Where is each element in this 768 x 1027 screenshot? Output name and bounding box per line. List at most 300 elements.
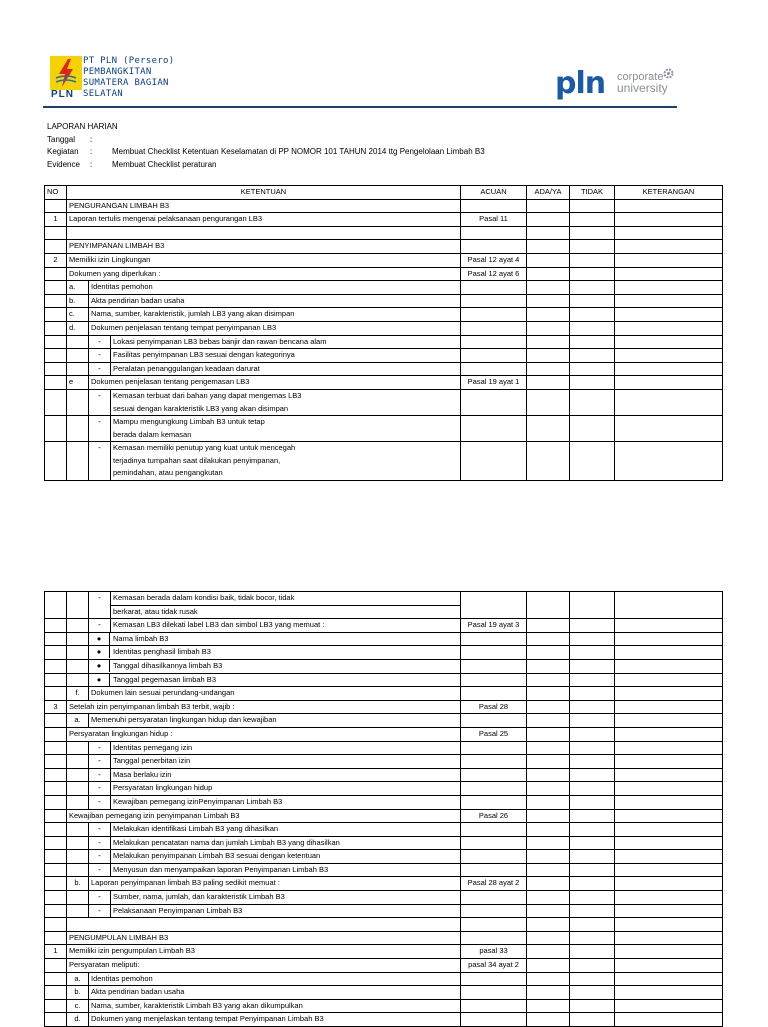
cell-acuan: Pasal 11 (461, 213, 527, 227)
cell-sub (67, 768, 89, 782)
corporate-university-logo (555, 66, 668, 101)
cell-tidak (570, 714, 615, 728)
table-row (45, 213, 723, 227)
cell-ketentuan: berkarat, atau tidak rusak (111, 605, 461, 619)
cell-acuan (461, 999, 527, 1013)
cell-acuan (461, 687, 527, 701)
cell-sub (67, 850, 89, 864)
cell-ketentuan: Akta pendirian badan usaha (89, 986, 461, 1000)
cell-bullet: - (89, 904, 111, 918)
cell-tidak (570, 823, 615, 837)
cell-ketentuan: Identitas pemohon (89, 281, 461, 295)
cell-ada (527, 632, 570, 646)
cell-acuan (461, 349, 527, 363)
cell-ketentuan: Laporan penyimpanan limbah B3 paling sedikit memuat : (89, 877, 461, 891)
cell-ada (527, 646, 570, 660)
cell-ada (527, 891, 570, 905)
lightning-logo-icon (50, 56, 82, 90)
cell-no (45, 376, 67, 390)
cell-bullet: - (89, 389, 111, 415)
cell-ketentuan: Dokumen penjelasan tentang pengemasan LB3 (89, 376, 461, 390)
bullet-dot-icon: ● (89, 646, 110, 658)
cell-sub (67, 619, 89, 633)
cell-ada (527, 714, 570, 728)
cell-ketentuan: Identitas pemohon (89, 972, 461, 986)
cell-no (45, 836, 67, 850)
cell-no (45, 741, 67, 755)
cell-tidak (570, 294, 615, 308)
cell-acuan: Pasal 28 (461, 700, 527, 714)
cell-keterangan (615, 673, 723, 687)
cell-keterangan (615, 918, 723, 932)
cell-ada (527, 592, 570, 619)
cell-ketentuan: Melakukan penyimpanan Limbah B3 sesuai dengan ketentuan (111, 850, 461, 864)
table-row (45, 755, 723, 769)
table-row (45, 836, 723, 850)
table-row (45, 659, 723, 673)
cell-acuan (461, 199, 527, 213)
cell-no (45, 294, 67, 308)
cell-ketentuan: Dokumen penjelasan tentang tempat penyimpanan LB3 (89, 321, 461, 335)
header-tidak: TIDAK (570, 186, 615, 200)
cell-tidak (570, 891, 615, 905)
cell-acuan (461, 226, 527, 240)
cell-ada (527, 768, 570, 782)
cell-tidak (570, 335, 615, 349)
cell-ada (527, 904, 570, 918)
cell-ada (527, 294, 570, 308)
cell-no (45, 959, 67, 973)
cell-ada (527, 376, 570, 390)
cell-no (45, 362, 67, 376)
cell-ada (527, 931, 570, 945)
cell-ada (527, 863, 570, 877)
cell-ada (527, 226, 570, 240)
cell-keterangan (615, 687, 723, 701)
table-row (45, 376, 723, 390)
cell-ada (527, 308, 570, 322)
cell-ada (527, 673, 570, 687)
cell-ada (527, 416, 570, 442)
cell-tidak (570, 809, 615, 823)
cell-bullet: - (89, 592, 111, 619)
cell-ketentuan: Kemasan LB3 dilekati label LB3 dan simbol LB3 yang memuat : (111, 619, 461, 633)
cell-acuan (461, 891, 527, 905)
cell-ada (527, 619, 570, 633)
cell-bullet: - (89, 850, 111, 864)
cell-keterangan (615, 199, 723, 213)
cell-sub (67, 795, 89, 809)
cell-tidak (570, 986, 615, 1000)
cell-acuan (461, 768, 527, 782)
cell-keterangan (615, 727, 723, 741)
cell-acuan: Pasal 26 (461, 809, 527, 823)
cell-keterangan (615, 294, 723, 308)
table-row (45, 768, 723, 782)
cell-sub (67, 755, 89, 769)
cell-tidak (570, 226, 615, 240)
cell-ketentuan: Peralatan penanggulangan keadaan darurat (111, 362, 461, 376)
cell-bullet: - (89, 782, 111, 796)
cell-acuan: Pasal 12 ayat 4 (461, 253, 527, 267)
cell-tidak (570, 376, 615, 390)
table-row (45, 673, 723, 687)
cell-no (45, 281, 67, 295)
bullet-text: Tanggal dihasilkannya limbah B3 (113, 660, 223, 670)
bullet-dot-icon: ● (89, 633, 110, 645)
cell-no (45, 442, 67, 481)
cell-ada (527, 281, 570, 295)
cell-no (45, 755, 67, 769)
cell-tidak (570, 416, 615, 442)
table-row (45, 782, 723, 796)
cell-tidak (570, 308, 615, 322)
cell-tidak (570, 253, 615, 267)
table-row (45, 877, 723, 891)
cell-ketentuan: Kewajiban pemegang izin penyimpanan Limbah B3 (67, 809, 461, 823)
cell-ketentuan (89, 659, 461, 673)
cu-logo-main: pln (555, 66, 606, 101)
cell-tidak (570, 782, 615, 796)
cell-ketentuan: Memenuhi persyaratan lingkungan hidup dan kewajiban (89, 714, 461, 728)
cell-no (45, 321, 67, 335)
cell-keterangan (615, 335, 723, 349)
cell-keterangan (615, 632, 723, 646)
cell-no (45, 877, 67, 891)
cell-bullet: - (89, 416, 111, 442)
cell-tidak (570, 999, 615, 1013)
bullet-dot-icon: ● (89, 660, 110, 672)
cell-ada (527, 836, 570, 850)
cell-sub: a. (67, 281, 89, 295)
header-ketentuan: KETENTUAN (67, 186, 461, 200)
cell-ketentuan: Kewajiban pemegang izinPenyimpanan Limbah B3 (111, 795, 461, 809)
cell-ada (527, 213, 570, 227)
cell-tidak (570, 442, 615, 481)
cell-sub (67, 863, 89, 877)
cell-ketentuan: Fasilitas penyimpanan LB3 sesuai dengan kategorinya (111, 349, 461, 363)
cell-acuan (461, 782, 527, 796)
table-header-row (45, 186, 723, 200)
cell-ketentuan: sesuai dengan karakteristik LB3 yang akan disimpan (111, 403, 461, 416)
cell-ada (527, 442, 570, 481)
cell-ada (527, 321, 570, 335)
cell-ada (527, 267, 570, 281)
cell-tidak (570, 904, 615, 918)
table-row (45, 891, 723, 905)
cell-tidak (570, 389, 615, 415)
cell-ketentuan: Tanggal penerbitan izin (111, 755, 461, 769)
cell-acuan (461, 659, 527, 673)
header-ada: ADA/YA (527, 186, 570, 200)
table-row (45, 592, 723, 606)
table-row (45, 226, 723, 240)
cell-bullet: - (89, 349, 111, 363)
cell-no (45, 891, 67, 905)
cell-tidak (570, 619, 615, 633)
cell-no (45, 240, 67, 254)
cell-bullet: - (89, 768, 111, 782)
cell-ada (527, 877, 570, 891)
cell-keterangan (615, 321, 723, 335)
header-acuan: ACUAN (461, 186, 527, 200)
cell-acuan (461, 823, 527, 837)
table-row (45, 199, 723, 213)
cell-acuan (461, 755, 527, 769)
cell-sub: b. (67, 294, 89, 308)
table-row (45, 240, 723, 254)
table-row (45, 999, 723, 1013)
cell-acuan (461, 362, 527, 376)
table-row (45, 700, 723, 714)
cell-acuan: Pasal 25 (461, 727, 527, 741)
cell-ada (527, 253, 570, 267)
checklist-table-page-1 (44, 185, 723, 481)
cell-no (45, 349, 67, 363)
cell-sub: d. (67, 1013, 89, 1027)
cell-keterangan (615, 700, 723, 714)
cell-keterangan (615, 959, 723, 973)
cell-no (45, 673, 67, 687)
cell-keterangan (615, 253, 723, 267)
cell-ketentuan: Kemasan terbuat dari bahan yang dapat mengemas LB3 (111, 389, 461, 402)
cell-no (45, 782, 67, 796)
cell-keterangan (615, 877, 723, 891)
cell-sub (67, 646, 89, 660)
table-row (45, 632, 723, 646)
cell-tidak (570, 362, 615, 376)
bullet-text: Tanggal pegemasan limbah B3 (113, 674, 216, 684)
cell-ada (527, 782, 570, 796)
cell-ada (527, 809, 570, 823)
cell-sub (67, 823, 89, 837)
cell-sub (67, 632, 89, 646)
cell-acuan (461, 416, 527, 442)
cell-acuan (461, 240, 527, 254)
pln-logo-text: PLN (51, 89, 74, 100)
table-row (45, 972, 723, 986)
cell-ada (527, 850, 570, 864)
cell-bullet: - (89, 619, 111, 633)
field-value-evidence: Membuat Checklist peraturan (112, 160, 217, 169)
cell-tidak (570, 646, 615, 660)
table-row (45, 986, 723, 1000)
cell-ketentuan (89, 673, 461, 687)
cu-logo-sub2: university (617, 81, 668, 95)
table-row (45, 931, 723, 945)
table-row (45, 267, 723, 281)
cell-ketentuan: Nama, sumber, karakteristik, jumlah LB3 yang akan disimpan (89, 308, 461, 322)
cell-ketentuan: terjadinya tumpahan saat dilakukan penyimpanan, (111, 455, 461, 468)
cell-ada (527, 755, 570, 769)
cell-no (45, 619, 67, 633)
cell-no (45, 999, 67, 1013)
cell-tidak (570, 673, 615, 687)
cell-tidak (570, 281, 615, 295)
cell-keterangan (615, 945, 723, 959)
cell-ada (527, 687, 570, 701)
cell-tidak (570, 877, 615, 891)
table-row (45, 795, 723, 809)
cell-no (45, 972, 67, 986)
cell-no (45, 592, 67, 619)
cell-keterangan (615, 267, 723, 281)
cell-ada (527, 918, 570, 932)
cell-ada (527, 823, 570, 837)
cell-tidak (570, 700, 615, 714)
table-row (45, 809, 723, 823)
cell-keterangan (615, 1013, 723, 1027)
cell-tidak (570, 199, 615, 213)
cell-no (45, 308, 67, 322)
cell-no (45, 727, 67, 741)
cu-logo-sub1: corporate (617, 71, 664, 83)
cell-acuan (461, 863, 527, 877)
cell-keterangan (615, 755, 723, 769)
cell-acuan (461, 321, 527, 335)
field-sep-kegiatan: : (90, 147, 93, 156)
cell-ketentuan: Menyusun dan menyampaikan laporan Penyimpanan Limbah B3 (111, 863, 461, 877)
cell-ada (527, 959, 570, 973)
cell-sub (67, 442, 89, 481)
cell-bullet: - (89, 891, 111, 905)
table-row (45, 646, 723, 660)
cell-keterangan (615, 308, 723, 322)
table-row (45, 253, 723, 267)
cell-keterangan (615, 768, 723, 782)
cell-acuan (461, 646, 527, 660)
company-line-4: SELATAN (83, 89, 124, 99)
cell-keterangan (615, 416, 723, 442)
cell-ada (527, 335, 570, 349)
cell-keterangan (615, 349, 723, 363)
cell-acuan (461, 632, 527, 646)
cell-sub: b. (67, 877, 89, 891)
cell-ketentuan: Identitas pemegang izin (111, 741, 461, 755)
cell-bullet: - (89, 823, 111, 837)
cell-no (45, 931, 67, 945)
cell-no: 2 (45, 253, 67, 267)
bullet-text: Identitas penghasil limbah B3 (113, 647, 211, 657)
cell-acuan (461, 972, 527, 986)
cell-ketentuan: Lokasi penyimpanan LB3 bebas banjir dan rawan bencana alam (111, 335, 461, 349)
cell-no (45, 646, 67, 660)
cell-keterangan (615, 281, 723, 295)
gear-icon (663, 68, 674, 79)
cell-keterangan (615, 850, 723, 864)
cell-sub (67, 891, 89, 905)
cell-acuan (461, 836, 527, 850)
cell-keterangan (615, 226, 723, 240)
cell-bullet: - (89, 863, 111, 877)
cell-ada (527, 240, 570, 254)
cell-keterangan (615, 931, 723, 945)
cell-ada (527, 741, 570, 755)
field-label-evidence: Evidence (47, 160, 80, 169)
cell-keterangan (615, 592, 723, 619)
cell-ketentuan: Mampu mengungkung Limbah B3 untuk tetap (111, 416, 461, 429)
cell-sub (67, 659, 89, 673)
cell-tidak (570, 240, 615, 254)
cell-ketentuan: Melakukan pencatatan nama dan jumlah Limbah B3 yang dihasilkan (111, 836, 461, 850)
cell-acuan: Pasal 19 ayat 3 (461, 619, 527, 633)
cell-tidak (570, 945, 615, 959)
cell-bullet: - (89, 442, 111, 481)
cell-no (45, 809, 67, 823)
cell-no (45, 267, 67, 281)
cell-tidak (570, 687, 615, 701)
cell-acuan: Pasal 28 ayat 2 (461, 877, 527, 891)
cell-no (45, 918, 67, 932)
table-row (45, 959, 723, 973)
cell-sub: a. (67, 972, 89, 986)
cell-no (45, 659, 67, 673)
field-sep-evidence: : (90, 160, 93, 169)
cell-no (45, 687, 67, 701)
cell-bullet: - (89, 795, 111, 809)
table-row (45, 349, 723, 363)
cell-no (45, 632, 67, 646)
cell-keterangan (615, 619, 723, 633)
cell-sub (67, 782, 89, 796)
field-label-kegiatan: Kegiatan (47, 147, 79, 156)
cell-ada (527, 199, 570, 213)
cell-keterangan (615, 795, 723, 809)
field-value-kegiatan: Membuat Checklist Ketentuan Keselamatan di PP NOMOR 101 TAHUN 2014 ttg Pengelolaan Limbah B3 (112, 147, 485, 156)
cell-tidak (570, 850, 615, 864)
cell-acuan: pasal 33 (461, 945, 527, 959)
cell-tidak (570, 632, 615, 646)
table-row (45, 294, 723, 308)
cell-keterangan (615, 389, 723, 415)
cell-keterangan (615, 986, 723, 1000)
cell-acuan: pasal 34 ayat 2 (461, 959, 527, 973)
cell-keterangan (615, 904, 723, 918)
cell-ketentuan: Nama, sumber, karakteristik Limbah B3 yang akan dikumpulkan (89, 999, 461, 1013)
cell-sub (67, 741, 89, 755)
cell-keterangan (615, 362, 723, 376)
cell-ketentuan: PENGURANGAN LIMBAH B3 (67, 199, 461, 213)
cell-tidak (570, 592, 615, 619)
cell-sub: d. (67, 321, 89, 335)
cell-no (45, 335, 67, 349)
cell-ketentuan: Melakukan identifikasi Limbah B3 yang dihasilkan (111, 823, 461, 837)
cell-sub (67, 416, 89, 442)
table-row (45, 1013, 723, 1027)
cell-ketentuan: Dokumen yang menjelaskan tentang tempat Penyimpanan Limbah B3 (89, 1013, 461, 1027)
cell-tidak (570, 795, 615, 809)
cell-acuan (461, 294, 527, 308)
cell-no (45, 850, 67, 864)
header-divider (43, 106, 677, 108)
cell-ketentuan (67, 226, 461, 240)
table-row (45, 389, 723, 402)
company-line-1: PT PLN (Persero) (83, 56, 175, 66)
cell-ketentuan: Sumber, nama, jumlah, dan karakteristik Limbah B3 (111, 891, 461, 905)
cell-tidak (570, 768, 615, 782)
cell-tidak (570, 863, 615, 877)
cell-tidak (570, 727, 615, 741)
cell-no (45, 768, 67, 782)
cell-ketentuan (89, 632, 461, 646)
cell-ketentuan: Kemasan berada dalam kondisi baik, tidak bocor, tidak (111, 592, 461, 606)
cell-tidak (570, 972, 615, 986)
cell-ketentuan (89, 646, 461, 660)
cell-acuan (461, 795, 527, 809)
cell-keterangan (615, 972, 723, 986)
cell-acuan: Pasal 12 ayat 6 (461, 267, 527, 281)
cell-keterangan (615, 823, 723, 837)
